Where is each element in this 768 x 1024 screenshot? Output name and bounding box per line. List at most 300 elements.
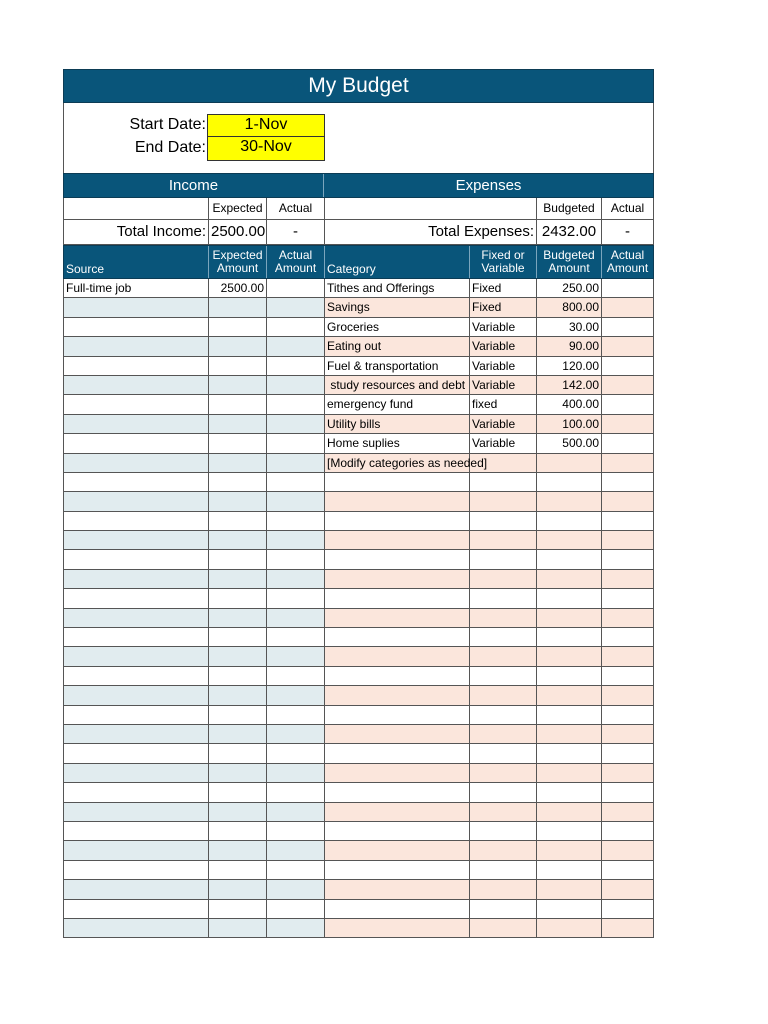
income-source-cell[interactable] <box>64 570 208 588</box>
expense-category-cell[interactable] <box>324 550 469 568</box>
expense-actual-cell[interactable] <box>601 492 653 510</box>
expense-budgeted-cell[interactable]: 500.00 <box>536 434 601 452</box>
col-budgeted-amount <box>536 246 601 278</box>
expense-actual-cell[interactable] <box>601 531 653 549</box>
income-actual-cell[interactable] <box>266 357 324 375</box>
expense-category-cell[interactable] <box>324 357 469 375</box>
expense-budgeted-cell[interactable] <box>536 550 601 568</box>
expense-category-cell[interactable] <box>324 395 469 413</box>
expense-budgeted-cell[interactable]: 120.00 <box>536 357 601 375</box>
expense-budgeted-cell[interactable] <box>536 919 601 937</box>
expense-budgeted-cell[interactable] <box>536 841 601 859</box>
start-date-row <box>63 113 654 137</box>
expense-type-cell[interactable] <box>469 512 536 530</box>
table-row <box>63 725 654 744</box>
income-source-cell[interactable]: Full-time job <box>66 281 132 295</box>
expense-type-cell[interactable]: Variable <box>469 415 536 433</box>
expense-type-cell[interactable] <box>469 686 536 704</box>
expense-actual-cell[interactable] <box>601 357 653 375</box>
table-row <box>63 415 654 434</box>
subheader-actual-expenses: Actual <box>601 198 653 219</box>
expense-actual-cell[interactable] <box>601 395 653 413</box>
expense-actual-cell[interactable] <box>601 764 653 782</box>
expense-category-cell[interactable] <box>324 609 469 627</box>
col-actual-expense-amount <box>601 246 653 278</box>
expense-actual-cell[interactable] <box>601 376 653 394</box>
table-row <box>63 550 654 569</box>
expense-category-cell[interactable] <box>324 764 469 782</box>
expense-category-cell[interactable] <box>324 686 469 704</box>
income-expected-cell[interactable] <box>208 434 266 452</box>
expense-actual-cell[interactable] <box>601 550 653 568</box>
expense-actual-cell[interactable] <box>601 803 653 821</box>
subheader-row <box>63 198 654 220</box>
income-actual-cell[interactable] <box>266 841 324 859</box>
income-actual-cell[interactable] <box>266 337 324 355</box>
expense-budgeted-cell[interactable] <box>536 667 601 685</box>
expense-type-cell[interactable] <box>469 531 536 549</box>
expense-type-cell[interactable]: Variable <box>469 434 536 452</box>
expense-actual-cell[interactable] <box>601 647 653 665</box>
expense-actual-cell[interactable] <box>601 744 653 762</box>
expense-category-cell[interactable] <box>324 318 469 336</box>
income-source-cell[interactable] <box>64 706 208 724</box>
expense-type-cell[interactable]: fixed <box>469 395 536 413</box>
table-row <box>63 686 654 705</box>
totals-row <box>63 220 654 245</box>
expense-type-cell[interactable] <box>469 725 536 743</box>
income-source-cell[interactable] <box>64 744 208 762</box>
expense-budgeted-cell[interactable] <box>536 764 601 782</box>
col-source: Source <box>66 262 105 276</box>
income-expected-cell[interactable] <box>208 454 266 472</box>
expense-type-cell[interactable] <box>469 919 536 937</box>
income-expected-cell[interactable] <box>208 919 266 937</box>
expense-category-cell[interactable] <box>324 900 469 918</box>
expense-type-cell[interactable] <box>469 609 536 627</box>
expense-budgeted-cell[interactable] <box>536 880 601 898</box>
total-expenses-budgeted: 2432.00 <box>536 220 601 244</box>
subheader-actual: Actual <box>266 198 324 219</box>
table-row <box>63 318 654 337</box>
subheader-budgeted: Budgeted <box>536 198 601 219</box>
expense-actual-cell[interactable] <box>601 725 653 743</box>
income-actual-cell[interactable] <box>266 822 324 840</box>
expense-type-cell[interactable] <box>469 492 536 510</box>
expense-category-cell[interactable] <box>324 861 469 879</box>
expense-actual-cell[interactable] <box>601 667 653 685</box>
expense-category-cell[interactable] <box>324 376 469 394</box>
table-row <box>63 492 654 511</box>
income-actual-cell[interactable] <box>266 764 324 782</box>
col-actual2-line2: Amount <box>606 261 649 275</box>
income-expected-cell[interactable] <box>208 822 266 840</box>
expense-category-cell[interactable] <box>324 822 469 840</box>
expense-category-cell[interactable] <box>324 706 469 724</box>
income-actual-cell[interactable] <box>266 376 324 394</box>
expense-category-cell[interactable] <box>324 667 469 685</box>
expense-type-cell[interactable]: Fixed <box>469 279 536 297</box>
income-source-cell[interactable] <box>64 764 208 782</box>
expense-type-cell[interactable] <box>469 647 536 665</box>
table-row <box>63 647 654 666</box>
expense-category-cell[interactable] <box>324 841 469 859</box>
expense-type-cell[interactable] <box>469 570 536 588</box>
income-source-cell[interactable] <box>64 647 208 665</box>
income-source-cell[interactable] <box>64 298 208 316</box>
table-row <box>63 900 654 919</box>
table-row <box>63 783 654 802</box>
income-expected-cell[interactable] <box>208 900 266 918</box>
expense-budgeted-cell[interactable]: 250.00 <box>536 279 601 297</box>
table-row <box>63 880 654 899</box>
income-expected-cell[interactable] <box>208 628 266 646</box>
table-row <box>63 570 654 589</box>
income-source-cell[interactable] <box>64 783 208 801</box>
page-title: My Budget <box>308 74 409 97</box>
table-row <box>63 803 654 822</box>
expense-type-cell[interactable] <box>469 706 536 724</box>
start-date-field[interactable]: 1-Nov <box>207 114 325 137</box>
expense-actual-cell[interactable] <box>601 298 653 316</box>
table-row <box>63 706 654 725</box>
income-expected-cell[interactable] <box>208 473 266 491</box>
expense-budgeted-cell[interactable] <box>536 647 601 665</box>
expense-actual-cell[interactable] <box>601 706 653 724</box>
income-expected-cell[interactable] <box>208 725 266 743</box>
expense-type-cell[interactable] <box>469 764 536 782</box>
income-expected-cell[interactable] <box>208 667 266 685</box>
expense-category-text: [Modify categories as needed] <box>327 455 488 470</box>
expense-actual-cell[interactable] <box>601 415 653 433</box>
expense-actual-cell[interactable] <box>601 628 653 646</box>
expense-budgeted-cell[interactable] <box>536 628 601 646</box>
expense-type-cell[interactable]: Variable <box>469 357 536 375</box>
income-expected-cell[interactable] <box>208 647 266 665</box>
expense-actual-cell[interactable] <box>601 434 653 452</box>
expense-budgeted-cell[interactable]: 90.00 <box>536 337 601 355</box>
col-actual-line2: Amount <box>274 261 317 275</box>
income-source-cell[interactable] <box>64 531 208 549</box>
expense-actual-cell[interactable] <box>601 589 653 607</box>
expense-category-cell[interactable] <box>324 434 469 452</box>
expense-budgeted-cell[interactable] <box>536 570 601 588</box>
income-source-cell[interactable] <box>64 589 208 607</box>
income-actual-cell[interactable] <box>266 279 324 297</box>
income-actual-cell[interactable] <box>266 861 324 879</box>
expense-category-cell[interactable] <box>324 628 469 646</box>
expense-type-cell[interactable] <box>469 628 536 646</box>
income-actual-cell[interactable] <box>266 609 324 627</box>
expense-actual-cell[interactable] <box>601 473 653 491</box>
income-actual-cell[interactable] <box>266 706 324 724</box>
table-row <box>63 357 654 376</box>
income-expected-cell[interactable] <box>208 764 266 782</box>
income-actual-cell[interactable] <box>266 531 324 549</box>
income-source-cell[interactable] <box>64 628 208 646</box>
expense-actual-cell[interactable] <box>601 512 653 530</box>
income-expected-cell[interactable] <box>208 841 266 859</box>
expense-type-cell[interactable] <box>469 822 536 840</box>
table-row <box>63 841 654 860</box>
expense-type-cell[interactable] <box>469 803 536 821</box>
expense-category-cell[interactable] <box>324 298 469 316</box>
expense-category-text: Utility bills <box>327 416 381 431</box>
income-source-cell[interactable] <box>64 725 208 743</box>
expense-budgeted-cell[interactable]: 142.00 <box>536 376 601 394</box>
end-date-label: End Date: <box>134 139 206 156</box>
income-expected-cell[interactable]: 2500.00 <box>208 279 266 297</box>
expense-actual-cell[interactable] <box>601 454 653 472</box>
expense-category-text: study resources and debt <box>327 377 466 392</box>
expense-type-cell[interactable]: Fixed <box>469 298 536 316</box>
income-source-cell[interactable] <box>64 803 208 821</box>
income-source-cell[interactable] <box>64 667 208 685</box>
income-actual-cell[interactable] <box>266 744 324 762</box>
end-date-field[interactable]: 30-Nov <box>207 137 325 161</box>
expense-actual-cell[interactable] <box>601 861 653 879</box>
subheader-blank <box>324 198 536 219</box>
expense-actual-cell[interactable] <box>601 279 653 297</box>
income-source-cell[interactable] <box>64 880 208 898</box>
expenses-section-title: Expenses <box>455 177 522 194</box>
total-income-expected: 2500.00 <box>208 220 266 244</box>
income-source-cell[interactable] <box>64 609 208 627</box>
income-source-cell[interactable] <box>64 357 208 375</box>
expense-budgeted-cell[interactable] <box>536 706 601 724</box>
table-row <box>63 764 654 783</box>
income-actual-cell[interactable] <box>266 454 324 472</box>
income-actual-cell[interactable] <box>266 803 324 821</box>
expense-type-cell[interactable] <box>469 880 536 898</box>
expense-category-text: Tithes and Offerings <box>327 281 435 295</box>
income-actual-cell[interactable] <box>266 570 324 588</box>
expense-actual-cell[interactable] <box>601 337 653 355</box>
income-source-cell[interactable] <box>64 454 208 472</box>
income-expected-cell[interactable] <box>208 395 266 413</box>
income-expected-cell[interactable] <box>208 744 266 762</box>
table-row <box>63 919 654 938</box>
income-actual-cell[interactable] <box>266 900 324 918</box>
income-source-cell[interactable] <box>64 376 208 394</box>
income-source-cell[interactable] <box>64 822 208 840</box>
expense-budgeted-cell[interactable] <box>536 454 601 472</box>
table-row <box>63 822 654 841</box>
expense-budgeted-cell[interactable] <box>536 783 601 801</box>
expense-type-cell[interactable] <box>469 861 536 879</box>
income-actual-cell[interactable] <box>266 686 324 704</box>
income-actual-cell[interactable] <box>266 298 324 316</box>
expense-category-cell[interactable] <box>324 415 469 433</box>
budget-sheet <box>63 69 654 938</box>
col-budgeted-line1: Budgeted <box>543 248 595 262</box>
expense-actual-cell[interactable] <box>601 783 653 801</box>
expense-actual-cell[interactable] <box>601 880 653 898</box>
income-section-title: Income <box>64 174 324 197</box>
income-expected-cell[interactable] <box>208 318 266 336</box>
column-header-row <box>63 245 654 279</box>
expense-budgeted-cell[interactable] <box>536 512 601 530</box>
expense-budgeted-cell[interactable] <box>536 589 601 607</box>
income-actual-cell[interactable] <box>266 434 324 452</box>
expense-budgeted-cell[interactable] <box>536 803 601 821</box>
expense-type-cell[interactable]: Variable <box>469 318 536 336</box>
expense-category-cell[interactable] <box>324 919 469 937</box>
income-source-cell[interactable] <box>64 861 208 879</box>
income-actual-cell[interactable] <box>266 415 324 433</box>
income-expected-cell[interactable] <box>208 512 266 530</box>
expense-actual-cell[interactable] <box>601 318 653 336</box>
expense-category-cell[interactable] <box>324 279 469 297</box>
expense-budgeted-cell[interactable] <box>536 744 601 762</box>
expense-category-cell[interactable] <box>324 512 469 530</box>
table-row <box>63 473 654 492</box>
income-source-cell[interactable] <box>64 473 208 491</box>
income-expected-cell[interactable] <box>208 415 266 433</box>
income-source-cell[interactable] <box>64 318 208 336</box>
income-source-cell[interactable] <box>64 550 208 568</box>
income-actual-cell[interactable] <box>266 473 324 491</box>
expense-type-cell[interactable] <box>469 589 536 607</box>
expense-type-cell[interactable] <box>469 841 536 859</box>
income-source-cell[interactable] <box>64 492 208 510</box>
expense-category-cell[interactable] <box>324 880 469 898</box>
expense-category-cell[interactable] <box>324 725 469 743</box>
income-expected-cell[interactable] <box>208 686 266 704</box>
income-source-cell[interactable] <box>64 919 208 937</box>
expense-budgeted-cell[interactable] <box>536 609 601 627</box>
income-expected-cell[interactable] <box>208 337 266 355</box>
total-income-actual: - <box>266 220 324 244</box>
income-source-cell[interactable] <box>64 900 208 918</box>
expense-category-cell[interactable] <box>324 783 469 801</box>
table-row <box>63 376 654 395</box>
income-expected-cell[interactable] <box>208 492 266 510</box>
income-actual-cell[interactable] <box>266 395 324 413</box>
income-source-cell[interactable] <box>64 434 208 452</box>
table-row <box>63 589 654 608</box>
income-expected-cell[interactable] <box>208 589 266 607</box>
col-category: Category <box>324 246 469 278</box>
income-source-cell[interactable] <box>64 415 208 433</box>
income-source-cell[interactable] <box>64 841 208 859</box>
income-actual-cell[interactable] <box>266 667 324 685</box>
expense-category-cell[interactable] <box>324 570 469 588</box>
expense-type-cell[interactable] <box>469 900 536 918</box>
income-expected-cell[interactable] <box>208 880 266 898</box>
expense-type-cell[interactable] <box>469 783 536 801</box>
expense-actual-cell[interactable] <box>601 841 653 859</box>
section-header <box>63 173 654 198</box>
expense-budgeted-cell[interactable] <box>536 822 601 840</box>
expense-budgeted-cell[interactable] <box>536 686 601 704</box>
income-expected-cell[interactable] <box>208 706 266 724</box>
table-row <box>63 395 654 414</box>
income-expected-cell[interactable] <box>208 803 266 821</box>
expense-type-cell[interactable] <box>469 667 536 685</box>
expense-budgeted-cell[interactable] <box>536 861 601 879</box>
expense-budgeted-cell[interactable] <box>536 725 601 743</box>
income-actual-cell[interactable] <box>266 783 324 801</box>
income-expected-cell[interactable] <box>208 609 266 627</box>
expense-category-cell[interactable] <box>324 531 469 549</box>
income-actual-cell[interactable] <box>266 725 324 743</box>
income-expected-cell[interactable] <box>208 570 266 588</box>
income-actual-cell[interactable] <box>266 589 324 607</box>
col-expected-line2: Amount <box>216 261 259 275</box>
expense-category-cell[interactable] <box>324 454 488 472</box>
income-actual-cell[interactable] <box>266 492 324 510</box>
table-row <box>63 337 654 356</box>
expense-type-cell[interactable] <box>469 473 536 491</box>
expense-budgeted-cell[interactable]: 30.00 <box>536 318 601 336</box>
expense-actual-cell[interactable] <box>601 609 653 627</box>
expense-category-cell[interactable] <box>324 744 469 762</box>
expense-budgeted-cell[interactable] <box>536 531 601 549</box>
expense-budgeted-cell[interactable]: 800.00 <box>536 298 601 316</box>
end-date-row <box>63 137 654 161</box>
expense-budgeted-cell[interactable]: 400.00 <box>536 395 601 413</box>
income-expected-cell[interactable] <box>208 357 266 375</box>
expense-actual-cell[interactable] <box>601 919 653 937</box>
total-expenses-label: Total Expenses: <box>324 220 536 244</box>
expense-budgeted-cell[interactable] <box>536 473 601 491</box>
expense-budgeted-cell[interactable] <box>536 492 601 510</box>
income-actual-cell[interactable] <box>266 550 324 568</box>
income-expected-cell[interactable] <box>208 531 266 549</box>
income-expected-cell[interactable] <box>208 550 266 568</box>
expense-type-cell[interactable]: Variable <box>469 376 536 394</box>
table-row <box>63 454 654 473</box>
income-actual-cell[interactable] <box>266 318 324 336</box>
expense-category-cell[interactable] <box>324 473 469 491</box>
income-actual-cell[interactable] <box>266 512 324 530</box>
income-expected-cell[interactable] <box>208 376 266 394</box>
income-actual-cell[interactable] <box>266 647 324 665</box>
expense-type-cell[interactable] <box>469 744 536 762</box>
income-actual-cell[interactable] <box>266 628 324 646</box>
expense-category-cell[interactable] <box>324 589 469 607</box>
expense-type-cell[interactable] <box>469 550 536 568</box>
expense-budgeted-cell[interactable] <box>536 900 601 918</box>
income-actual-cell[interactable] <box>266 880 324 898</box>
income-source-cell[interactable] <box>64 686 208 704</box>
expense-category-cell[interactable] <box>324 492 469 510</box>
table-row <box>63 744 654 763</box>
expense-category-cell[interactable] <box>324 803 469 821</box>
income-source-cell[interactable] <box>64 395 208 413</box>
income-expected-cell[interactable] <box>208 783 266 801</box>
expense-category-cell[interactable] <box>324 337 469 355</box>
expense-actual-cell[interactable] <box>601 822 653 840</box>
income-source-cell[interactable] <box>64 337 208 355</box>
expense-type-cell[interactable]: Variable <box>469 337 536 355</box>
title-bar <box>63 69 654 103</box>
income-source-cell[interactable] <box>64 512 208 530</box>
expense-category-text: emergency fund <box>327 397 414 412</box>
expense-category-cell[interactable] <box>324 647 469 665</box>
expense-budgeted-cell[interactable]: 100.00 <box>536 415 601 433</box>
expense-actual-cell[interactable] <box>601 686 653 704</box>
income-expected-cell[interactable] <box>208 861 266 879</box>
expense-actual-cell[interactable] <box>601 570 653 588</box>
expense-actual-cell[interactable] <box>601 900 653 918</box>
income-actual-cell[interactable] <box>266 919 324 937</box>
income-expected-cell[interactable] <box>208 298 266 316</box>
budget-table-body <box>63 279 654 938</box>
spacer-row <box>63 161 654 173</box>
table-row <box>63 298 654 317</box>
